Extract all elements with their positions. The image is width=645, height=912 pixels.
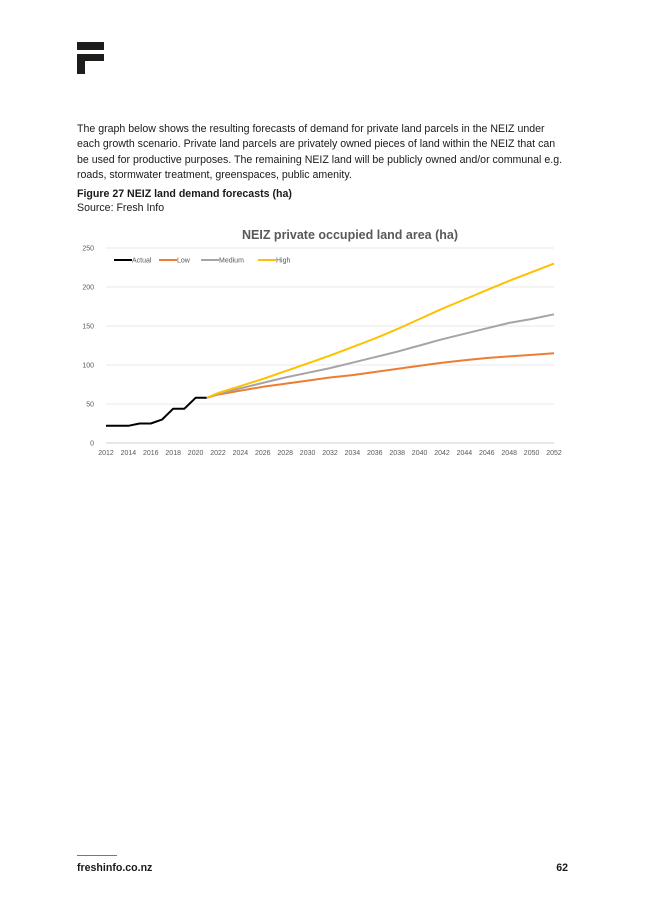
gridlines: [106, 248, 554, 443]
y-tick-label: 100: [82, 362, 94, 370]
footer-divider: [77, 855, 117, 856]
intro-paragraph: The graph below shows the resulting forecasts of demand for private land parcels in the NEIZ under each growth scenario. Private land parcels are privately owned pieces of land within the NEIZ that can be used for productive purposes. The remaining NEIZ land will be publicly owned and/or communal e.g. roads, stormwater treatment, greenspaces, public amenity.: [77, 123, 563, 182]
x-tick-label: 2018: [165, 450, 181, 457]
legend-label-high: High: [276, 257, 291, 265]
x-tick-label: 2022: [210, 450, 226, 457]
x-tick-label: 2012: [98, 450, 114, 457]
chart-svg: [60, 222, 580, 467]
chart-title: NEIZ private occupied land area (ha): [241, 228, 459, 242]
series-line-high: [207, 264, 554, 398]
series-lines: [106, 264, 554, 426]
x-tick-label: 2042: [434, 450, 450, 457]
x-tick-label: 2036: [367, 450, 383, 457]
x-tick-label: 2044: [456, 450, 473, 457]
legend-label-actual: Actual: [132, 257, 152, 265]
x-tick-label: 2014: [120, 450, 137, 457]
series-line-low: [207, 353, 554, 398]
x-tick-label: 2046: [479, 450, 495, 457]
x-tick-label: 2038: [389, 450, 405, 457]
x-tick-label: 2020: [187, 450, 204, 457]
series-line-actual: [106, 398, 207, 426]
land-demand-chart: [60, 222, 580, 467]
y-tick-label: 50: [86, 401, 94, 409]
figure-title: Figure 27 NEIZ land demand forecasts (ha): [77, 188, 292, 200]
legend-label-low: Low: [177, 257, 190, 265]
legend-label-medium: Medium: [219, 257, 244, 265]
x-tick-label: 2034: [344, 450, 361, 457]
figure-source: Source: Fresh Info: [77, 202, 165, 214]
x-tick-label: 2028: [277, 450, 293, 457]
x-tick-label: 2048: [501, 450, 517, 457]
y-tick-label: 200: [82, 284, 94, 292]
y-tick-label: 0: [90, 440, 94, 448]
page-number: 62: [556, 862, 568, 874]
y-tick-label: 250: [82, 245, 94, 253]
fresh-info-logo-icon: [77, 42, 104, 74]
x-tick-label: 2032: [322, 450, 338, 457]
x-tick-label: 2050: [523, 450, 540, 457]
y-tick-label: 150: [82, 323, 94, 331]
x-tick-label: 2052: [546, 450, 562, 457]
x-axis-ticks: [98, 450, 562, 457]
x-tick-label: 2040: [411, 450, 428, 457]
chart-legend: [114, 258, 291, 265]
footer-website: freshinfo.co.nz: [77, 862, 153, 874]
x-tick-label: 2026: [255, 450, 271, 457]
y-axis-ticks: [82, 246, 94, 448]
x-tick-label: 2016: [143, 450, 159, 457]
x-tick-label: 2030: [299, 450, 316, 457]
x-tick-label: 2024: [232, 450, 249, 457]
